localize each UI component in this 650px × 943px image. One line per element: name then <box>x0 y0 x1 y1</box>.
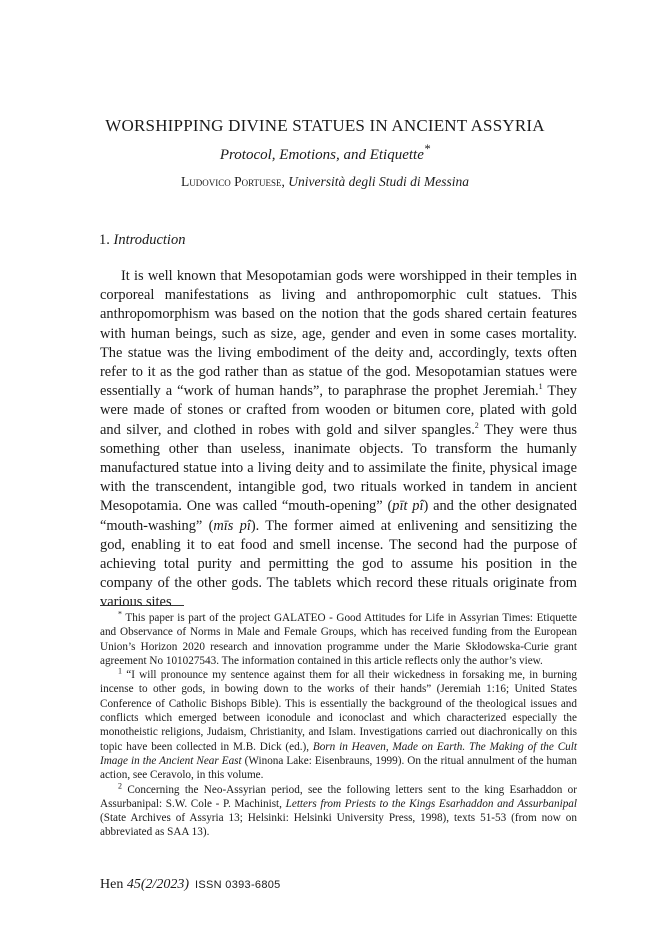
body-text: ) and the other designated “mouth-washing” ( <box>100 498 578 534</box>
footnote-mark: 2 <box>118 780 122 790</box>
footnote-1 <box>100 668 577 782</box>
section-number: 1. <box>99 232 114 248</box>
section-title: Introduction <box>113 232 186 248</box>
footnote-2 <box>100 780 577 840</box>
author-name: Ludovico Portuese <box>180 174 282 189</box>
body-text: They were thus something other than useless, inanimate objects. To transform the humanly manufactured statue into a living deity and to assimilate the finite, physical image with the transcendent, intangible god, two rituals worked in tandem in ancient Mesopotamia. One was called “mouth-opening” ( <box>100 421 577 515</box>
body-text: ). The former aimed at enlivening and sensitizing the god, enabling it to eat food and smell incense. The second had the purpose of achieving total purity and permitting the god to assume his position in the company of the other gods. The tablets which record these rituals originate from various sites <box>100 517 577 611</box>
page-footer <box>100 876 281 894</box>
footnotes <box>100 611 577 840</box>
footnote-mark: * <box>118 609 122 619</box>
term-mis-pi: mīs pî <box>213 517 251 534</box>
body-text: It is well known that Mesopotamian gods were worshipped in their temples in corporeal manifestations as living and anthropomorphic cult statues. This anthropomorphism was based on the notion that the gods shared certain features with human beings, such as size, age, gender and even in some cases mortality. The statue was the living embodiment of the deity and, accordingly, texts often refer to it as the god rather than as statue of the god. Mesopotamian statues were essentially a “work of human hands”, to paraphrase the prophet Jeremiah. <box>100 268 577 400</box>
journal-volume: 45(2/2023) <box>126 877 190 892</box>
footnote-text: “I will pronounce my sentence against them for all their wickedness in forsaking me, in burning incense to other gods, in bowing down to the works of their hands” (Jeremiah 1:16; United States Conference of Catholic Bishops Bible). This is essentially the background of the theological issues and conflicts which emerged between iconodule and iconoclast and which characterized especially the monotheistic religions, Judaism, Christianity, and Islam. Investigations carried out diachronically on this topic have been collected in M.B. Dick (ed.), <box>100 669 577 753</box>
journal-issn: ISSN 0393-6805 <box>195 879 281 891</box>
author-affiliation: Università degli Studi di Messina <box>288 174 470 189</box>
subtitle-text: Protocol, Emotions, and Etiquette <box>219 147 424 163</box>
article-subtitle <box>60 139 590 165</box>
subtitle-footnote-mark: * <box>423 142 431 156</box>
footnote-star <box>100 611 577 668</box>
footnote-text: (Winona Lake: Eisenbrauns, 1999). On the ritual annulment of the human action, see Ceravolo, in this volume. <box>100 754 577 782</box>
body-text: They were made of stones or crafted from wooden or bitumen core, plated with gold and silver, and clothed in robes with gold and silver spangles. <box>100 383 577 438</box>
footnote-mark: 1 <box>118 666 122 676</box>
author-line <box>60 173 590 191</box>
body-paragraph <box>100 267 577 613</box>
footnote-ref-1: 1 <box>538 382 543 392</box>
footnote-book-title: Letters from Priests to the Kings Esarhaddon and Assurbanipal <box>285 797 577 810</box>
article-title: WORSHIPPING DIVINE STATUES IN ANCIENT ASSYRIA <box>105 116 545 135</box>
term-pit-pi: pīt pî <box>392 498 424 515</box>
footnote-text: Concerning the Neo-Assyrian period, see the following letters sent to the king Esarhaddon or Assurbanipal: S.W. Cole - P. Machinist, <box>100 783 577 810</box>
journal-name: Hen <box>100 877 127 892</box>
footnote-text: This paper is part of the project GALATEO - Good Attitudes for Life in Assyrian Times: Etiquette and Observance of Norms in Male and Female Groups, which has received funding from the European Union’s Horizon 2020 research and innovation programme under the Marie Skłodowska-Curie grant agreement No 101027543. The information contained in this article reflects only the author’s view. <box>100 612 577 667</box>
footnote-text: (State Archives of Assyria 13; Helsinki: Helsinki University Press, 1998), texts 51-53 (from now on abbreviated as SAA 13). <box>100 812 577 839</box>
footnote-rule <box>100 605 184 606</box>
section-heading <box>99 230 185 250</box>
footnote-ref-2: 2 <box>474 420 479 430</box>
author-separator: , <box>281 174 289 189</box>
footnote-book-title: Born in Heaven, Made on Earth. The Making of the Cult Image in the Ancient Near East <box>100 740 577 767</box>
